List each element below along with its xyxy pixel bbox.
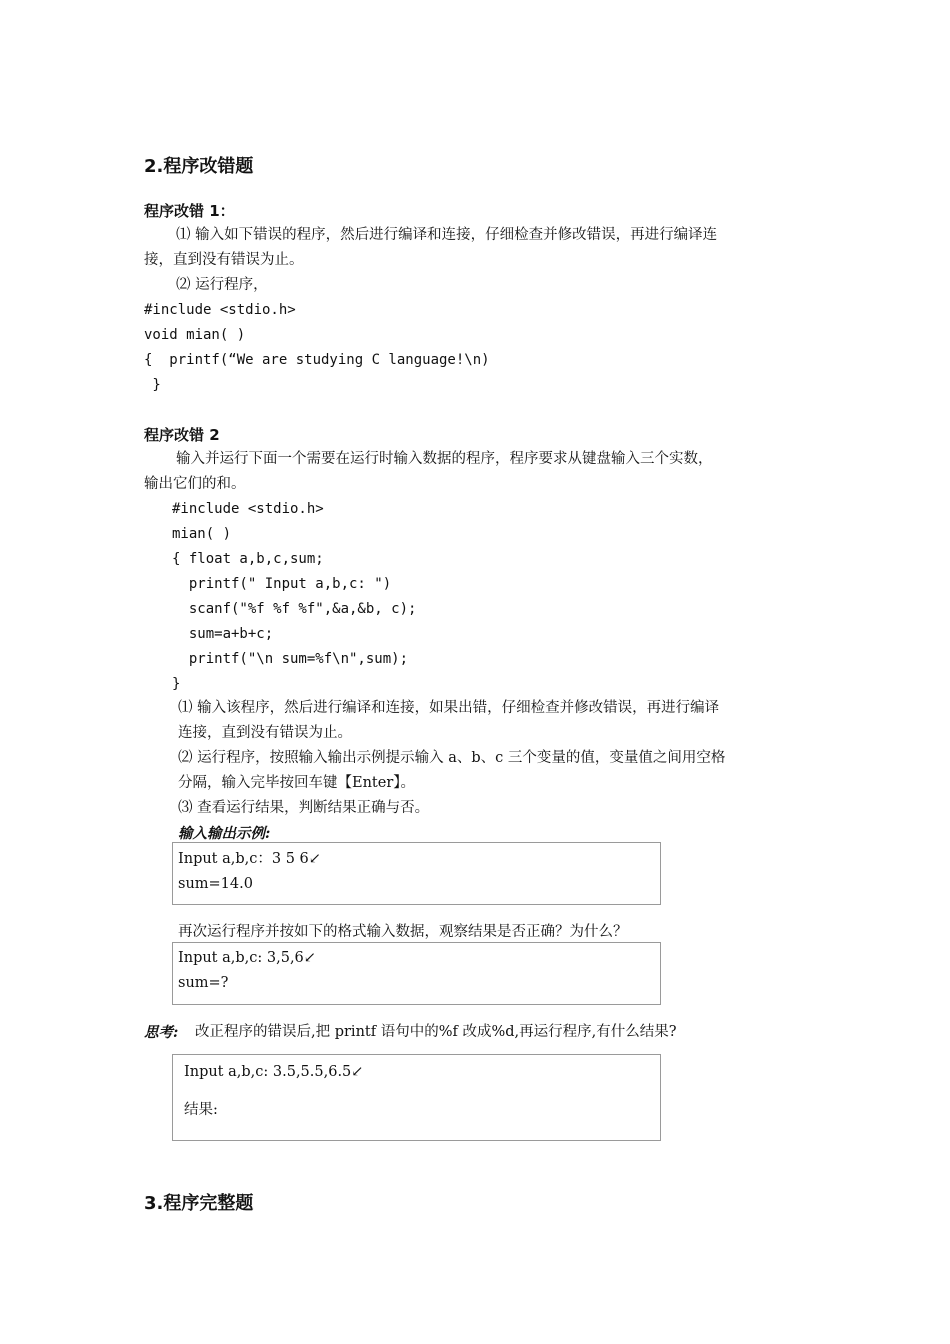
exercise-2-intro-line-2: 输出它们的和。 — [144, 476, 246, 492]
exercise-2-code-line: scanf("%f %f %f",&a,&b, c); — [172, 601, 417, 617]
example-io-line: Input a,b,c：3 5 6↙ — [178, 851, 321, 867]
section-2-title: 2.程序改错题 — [144, 156, 254, 177]
think-label: 思考: — [144, 1024, 179, 1041]
think-answer-line: Input a,b,c: 3.5,5.5,6.5↙ — [184, 1064, 364, 1080]
exercise-2-code-line: sum=a+b+c; — [172, 626, 274, 642]
rerun-io-line: Input a,b,c: 3,5,6↙ — [178, 950, 316, 966]
exercise-2-title: 程序改错 2 — [144, 426, 220, 444]
exercise-2-code-line: mian( ) — [172, 526, 232, 542]
exercise-2-code-line: printf("\n sum=%f\n",sum); — [172, 651, 409, 667]
exercise-2-step-3: ⑶ 查看运行结果，判断结果正确与否。 — [178, 800, 430, 816]
exercise-2-step-1-line-1: ⑴ 输入该程序，然后进行编译和连接，如果出错，仔细检查并修改错误，再进行编译 — [178, 700, 720, 716]
exercise-2-step-2-line-1: ⑵ 运行程序，按照输入输出示例提示输入 a、b、c 三个变量的值，变量值之间用空格 — [178, 750, 726, 766]
exercise-2-code-line: #include <stdio.h> — [172, 501, 324, 517]
exercise-1-code-line: void mian( ) — [144, 327, 246, 343]
exercise-2-intro-line-1: 输入并运行下面一个需要在运行时输入数据的程序，程序要求从键盘输入三个实数， — [176, 451, 713, 467]
exercise-1-title: 程序改错 1： — [144, 202, 235, 220]
exercise-1-code-line: { printf(“We are studying C language!\n) — [144, 352, 490, 368]
example-io-box — [172, 842, 661, 905]
exercise-2-code-line: } — [172, 676, 181, 692]
think-answer-box — [172, 1054, 661, 1141]
exercise-1-code-line: } — [144, 377, 161, 393]
rerun-io-box — [172, 942, 661, 1005]
exercise-2-step-2-line-2: 分隔，输入完毕按回车键【Enter】。 — [178, 775, 416, 791]
rerun-instruction: 再次运行程序并按如下的格式输入数据，观察结果是否正确？为什么？ — [178, 924, 628, 940]
exercise-2-code-line: printf(" Input a,b,c: ") — [172, 576, 392, 592]
exercise-2-step-1-line-2: 连接，直到没有错误为止。 — [178, 725, 352, 741]
example-io-line: sum=14.0 — [178, 876, 253, 892]
think-answer-line: 结果: — [184, 1102, 218, 1118]
section-3-title: 3.程序完整题 — [144, 1193, 254, 1214]
exercise-1-step-1-line-1: ⑴ 输入如下错误的程序，然后进行编译和连接，仔细检查并修改错误，再进行编译连 — [176, 227, 718, 243]
exercise-1-code-line: #include <stdio.h> — [144, 302, 296, 318]
rerun-io-line: sum=? — [178, 975, 229, 991]
exercise-2-code-line: { float a,b,c,sum; — [172, 551, 324, 567]
exercise-1-step-2: ⑵ 运行程序， — [176, 277, 268, 293]
think-question: 改正程序的错误后,把 printf 语句中的%f 改成%d,再运行程序,有什么结果? — [195, 1024, 677, 1040]
example-label: 输入输出示例: — [178, 825, 271, 842]
exercise-1-step-1-line-2: 接，直到没有错误为止。 — [144, 252, 304, 268]
